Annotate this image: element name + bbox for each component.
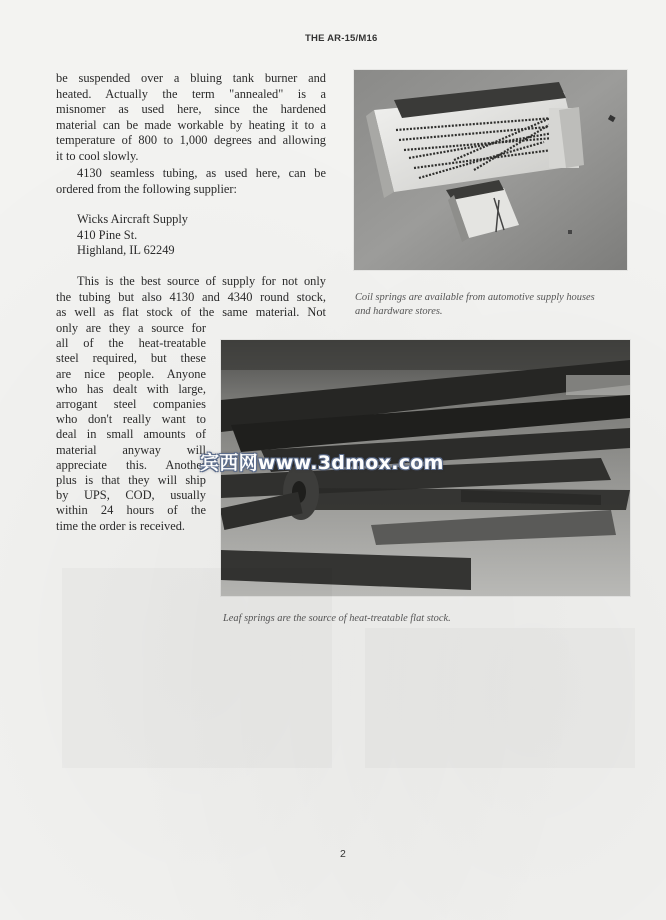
supplier-name: Wicks Aircraft Supply — [77, 212, 188, 226]
caption-line: and hardware stores. — [355, 306, 443, 317]
running-header: THE AR-15/M16 — [305, 33, 378, 44]
text-line: by UPS, COD, usually — [56, 488, 206, 503]
text-line: appreciate this. Another — [56, 457, 206, 472]
text-line: material anyway will — [56, 442, 206, 457]
page-number: 2 — [340, 848, 346, 860]
text-line: ordered from the following supplier: — [56, 181, 237, 196]
paragraph-3-wrapped-column — [56, 321, 206, 534]
supplier-street: 410 Pine St. — [77, 227, 138, 242]
text-line: time the order is received. — [56, 518, 186, 533]
text-line: who has dealt with large, — [56, 381, 206, 396]
supplier-city: Highland, IL 62249 — [77, 243, 175, 258]
text-line: material can be made workable by heating it to a — [56, 117, 326, 132]
leaf-springs-caption: Leaf springs are the source of heat-treatable flat stock. — [223, 613, 451, 624]
text-line: the tubing but also 4130 and 4340 round stock, — [56, 289, 326, 304]
text-line: all of the heat-treatable — [56, 336, 206, 351]
coil-springs-caption — [355, 291, 625, 319]
text-line: heated. Actually the term "annealed" is a — [56, 86, 326, 101]
caption-line: Coil springs are available from automotive supply houses — [355, 292, 595, 303]
bleed-through-shadow — [365, 628, 635, 768]
coil-springs-photo — [354, 70, 627, 270]
text-line: only are they a source for — [56, 321, 206, 335]
text-line: within 24 hours of the — [56, 503, 206, 518]
bleed-through-shadow — [62, 568, 332, 768]
text-line: 4130 seamless tubing, as used here, can be — [77, 166, 326, 180]
text-line: plus is that they will ship — [56, 473, 206, 488]
text-line: be suspended over a bluing tank burner and — [56, 71, 326, 85]
text-line: are nice people. Anyone — [56, 366, 206, 381]
text-line: misnomer as used here, since the hardened — [56, 102, 326, 117]
text-line: as well as flat stock of the same material. Not — [56, 305, 326, 320]
text-line: arrogant steel companies — [56, 397, 206, 412]
text-line: This is the best source of supply for not only — [77, 274, 326, 288]
text-line: it to cool slowly. — [56, 149, 139, 163]
coil-springs-image — [354, 70, 627, 270]
text-line: steel required, but these — [56, 351, 206, 366]
site-watermark: 宾西网www.3dmox.com — [200, 452, 444, 474]
text-line: temperature of 800 to 1,000 degrees and allowing — [56, 133, 326, 148]
text-line: who don't really want to — [56, 412, 206, 427]
text-line: deal in small amounts of — [56, 427, 206, 442]
